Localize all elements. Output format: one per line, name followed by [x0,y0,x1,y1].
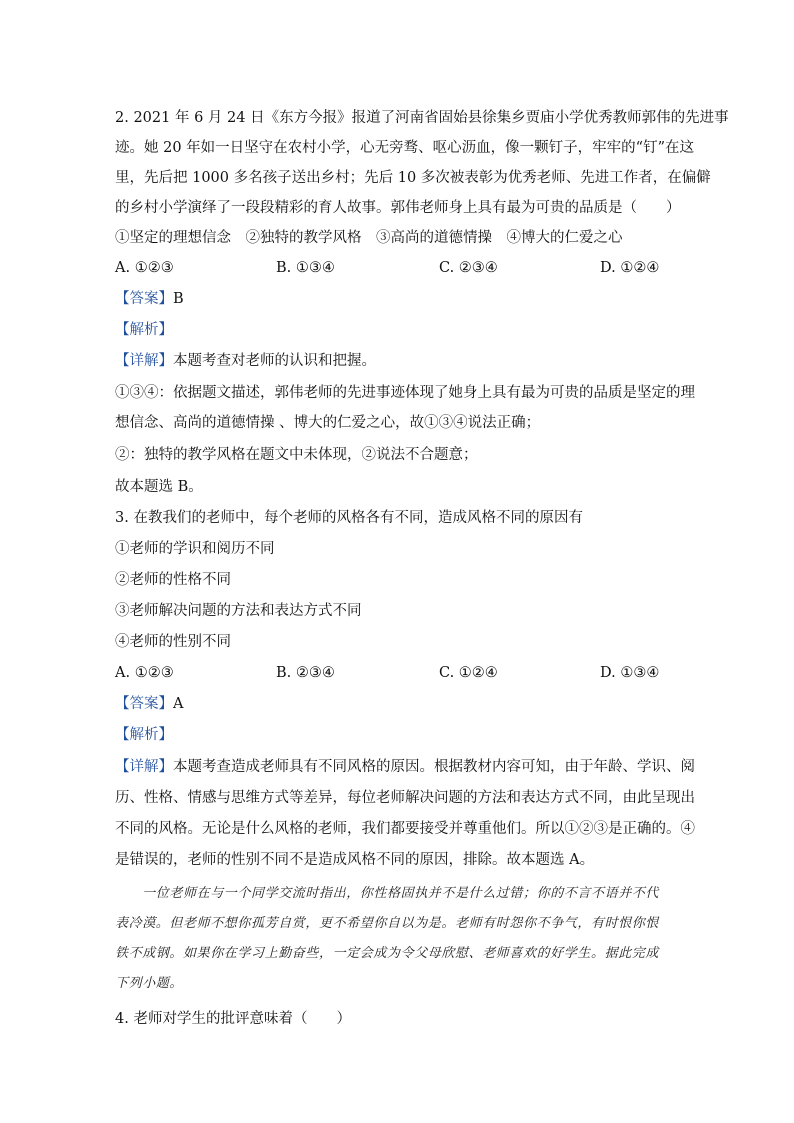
q3-stem: 3. 在教我们的老师中，每个老师的风格各有不同，造成风格不同的原因有 [115,510,583,526]
material-line-3: 铁不成钢。如果你在学习上勤奋些，一定会成为令父母欣慰、老师喜欢的好学生。据此完成 [115,946,660,961]
detail-tag: 【详解】 [115,353,173,369]
q3-item-3: ③老师解决问题的方法和表达方式不同 [115,603,362,619]
q3-detail-line-1 [115,757,695,777]
answer-tag: 【答案】 [115,291,173,307]
q3-detail-line-2: 历、性格、情感与思维方式等差异，每位老师解决问题的方法和表达方式不同，由此呈现出 [115,790,695,806]
q2-answer [115,289,184,309]
q2-detail-line-4: ②：独特的教学风格在题文中未体现，②说法不合题意； [115,447,478,463]
answer-value: A [173,696,184,712]
q2-stem-line-3: 里，先后把 1000 多名孩子送出乡村；先后 10 多次被表彰为优秀老师、先进工作者，在偏僻 [115,170,711,186]
q3-option-a: A. ①②③ [115,665,174,681]
q2-option-a: A. ①②③ [115,260,174,276]
detail-text: 本题考查对老师的认识和把握。 [173,353,376,369]
q3-option-d: D. ①③④ [600,665,660,681]
answer-tag: 【答案】 [115,696,173,712]
q2-detail-line-3: 想信念、高尚的道德情操 、博大的仁爱之心，故①③④说法正确； [115,415,541,431]
detail-text: 本题考查造成老师具有不同风格的原因。根据教材内容可知，由于年龄、学识、阅 [173,759,695,775]
q4-stem: 4. 老师对学生的批评意味着（ ） [115,1011,351,1027]
q3-detail-line-4: 是错误的，老师的性别不同不是造成风格不同的原因，排除。故本题选 A。 [115,852,595,868]
answer-value: B [173,291,184,307]
q2-analysis-tag: 【解析】 [115,322,173,338]
q2-stem-line-2: 迹。她 20 年如一日坚守在农村小学，心无旁骛、呕心沥血，像一颗钉子，牢牢的“钉”在这 [115,140,694,156]
q2-items: ①坚定的理想信念 ②独特的教学风格 ③高尚的道德情操 ④博大的仁爱之心 [115,230,623,246]
q2-detail-line-2: ①③④：依据题文描述，郭伟老师的先进事迹体现了她身上具有最为可贵的品质是坚定的理 [115,385,695,401]
q2-detail-line-1 [115,351,376,371]
q3-detail-line-3: 不同的风格。无论是什么风格的老师，我们都要接受并尊重他们。所以①②③是正确的。④ [115,821,695,837]
q2-stem-line-4: 的乡村小学演绎了一段段精彩的育人故事。郭伟老师身上具有最为可贵的品质是（ ） [115,200,681,216]
q2-option-d: D. ①②④ [600,260,660,276]
material-line-4: 下列小题。 [115,976,184,991]
q3-analysis-tag: 【解析】 [115,727,173,743]
q3-option-c: C. ①②④ [439,665,498,681]
detail-tag: 【详解】 [115,759,173,775]
q2-option-b: B. ①③④ [276,260,335,276]
q3-item-4: ④老师的性别不同 [115,634,231,650]
material-line-1: 一位老师在与一个同学交流时指出，你性格固执并不是什么过错；你的不言不语并不代 [115,886,660,901]
q2-detail-line-5: 故本题选 B。 [115,479,203,495]
q2-option-c: C. ②③④ [439,260,498,276]
q3-option-b: B. ②③④ [276,665,335,681]
q2-stem-line-1: 2. 2021 年 6 月 24 日《东方今报》报道了河南省固始县徐集乡贾庙小学优秀教师郭伟的先进事 [115,110,729,126]
q3-answer [115,694,183,714]
q3-item-1: ①老师的学识和阅历不同 [115,541,275,557]
material-line-2: 表冷漠。但老师不想你孤芳自赏，更不希望你自以为是。老师有时怨你不争气，有时恨你恨 [115,916,660,931]
q3-item-2: ②老师的性格不同 [115,572,231,588]
